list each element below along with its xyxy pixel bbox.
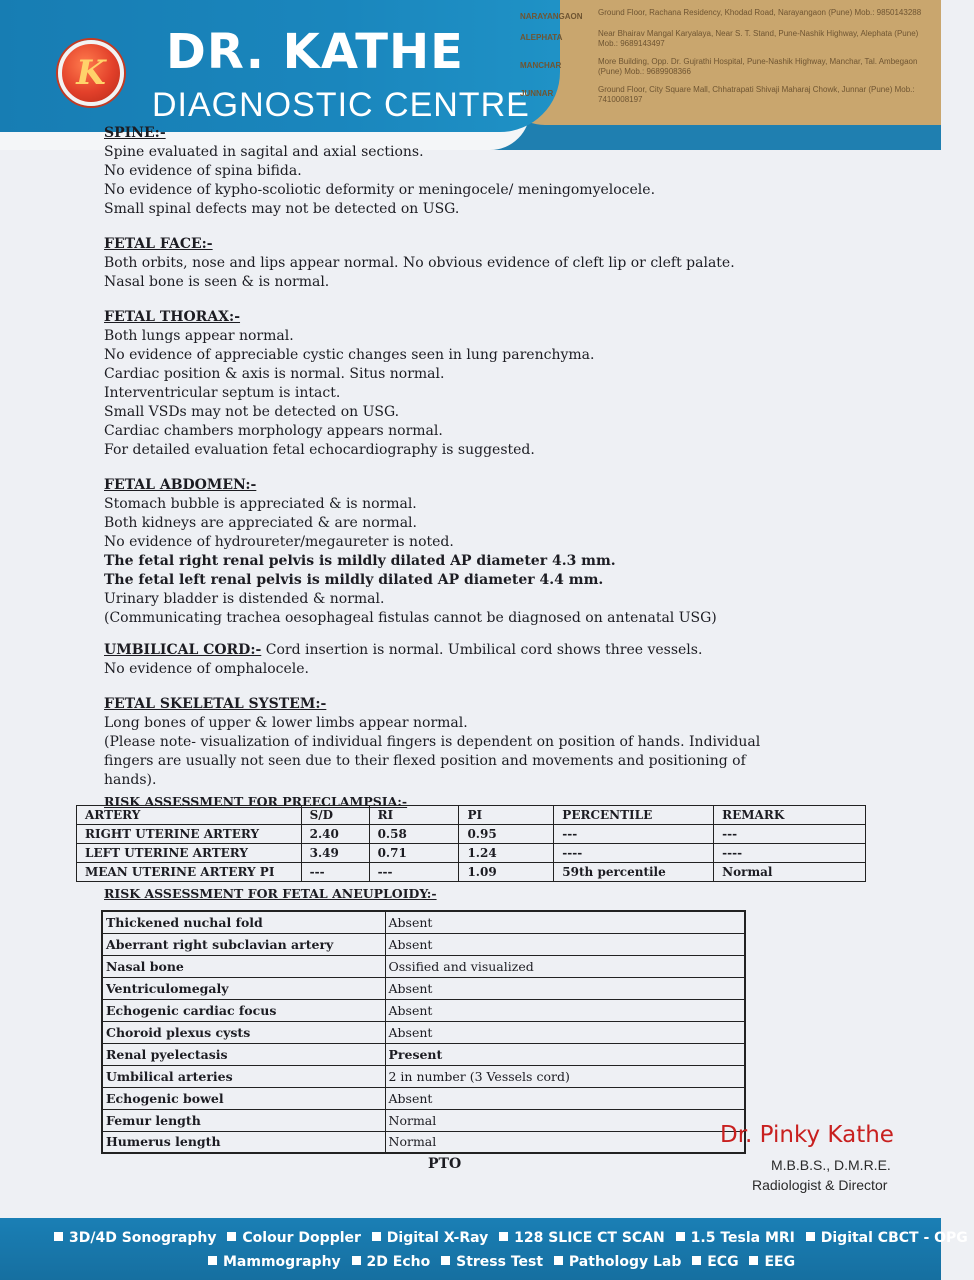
table-row: [102, 1131, 745, 1153]
table-header-cell: REMARK: [714, 806, 866, 825]
table-cell: ----: [554, 844, 714, 863]
section-fetal-thorax: [104, 308, 894, 460]
table-row: [102, 955, 745, 977]
service-item: [806, 1230, 968, 1246]
report-line: Interventricular septum is intact.: [104, 385, 341, 401]
table-cell: 59th percentile: [554, 863, 714, 882]
square-bullet-icon: [372, 1232, 381, 1241]
finding-line: The fetal right renal pelvis is mildly dilated AP diameter 4.3 mm.: [104, 553, 616, 569]
report-line: Cardiac position & axis is normal. Situs normal.: [104, 366, 445, 382]
report-line: Long bones of upper & lower limbs appear normal.: [104, 715, 468, 731]
table-cell: LEFT UTERINE ARTERY: [77, 844, 302, 863]
report-line: [104, 641, 894, 660]
marker-value: Absent: [385, 911, 745, 933]
report-line: Small spinal defects may not be detected on USG.: [104, 201, 460, 217]
marker-name: Aberrant right subclavian artery: [102, 933, 385, 955]
clinic-name: DR. KATHE: [166, 24, 464, 80]
square-bullet-icon: [499, 1232, 508, 1241]
square-bullet-icon: [54, 1232, 63, 1241]
service-label: 2D Echo: [366, 1254, 431, 1270]
table-header-cell: PI: [459, 806, 554, 825]
marker-name: Humerus length: [102, 1131, 385, 1153]
marker-name: Choroid plexus cysts: [102, 1021, 385, 1043]
marker-name: Ventriculomegaly: [102, 977, 385, 999]
report-line: Spine evaluated in sagital and axial sections.: [104, 144, 424, 160]
service-label: Stress Test: [456, 1254, 544, 1270]
table-cell: ---: [301, 863, 369, 882]
marker-name: Echogenic bowel: [102, 1087, 385, 1109]
report-line: (Communicating trachea oesophageal fistulas cannot be diagnosed on antenatal USG): [104, 610, 717, 626]
square-bullet-icon: [554, 1256, 563, 1265]
branch-item: [520, 57, 930, 77]
table-cell: 1.09: [459, 863, 554, 882]
table-cell: 0.71: [369, 844, 459, 863]
service-item: [749, 1254, 795, 1270]
table-cell: 0.58: [369, 825, 459, 844]
table-cell: RIGHT UTERINE ARTERY: [77, 825, 302, 844]
table-cell: 3.49: [301, 844, 369, 863]
finding-line: The fetal left renal pelvis is mildly dilated AP diameter 4.4 mm.: [104, 572, 604, 588]
cord-text: Cord insertion is normal. Umbilical cord shows three vessels.: [261, 642, 703, 658]
aneuploidy-title: RISK ASSESSMENT FOR FETAL ANEUPLOIDY:-: [104, 886, 437, 901]
table-header-cell: S/D: [301, 806, 369, 825]
table-row: [77, 863, 866, 882]
table-row: [102, 1043, 745, 1065]
marker-value: Absent: [385, 1021, 745, 1043]
clinic-subtitle: DIAGNOSTIC CENTRE: [152, 86, 530, 124]
table-row: [77, 844, 866, 863]
table-row: [102, 1087, 745, 1109]
branch-address: Near Bhairav Mangal Karyalaya, Near S. T. Stand, Pune-Nashik Highway, Alephata (Pune) Mob.: 9689143497: [598, 29, 919, 48]
report-line: No evidence of appreciable cystic changes seen in lung parenchyma.: [104, 347, 595, 363]
preeclampsia-table: [76, 805, 866, 882]
table-header-cell: ARTERY: [77, 806, 302, 825]
branch-name: ALEPHATA: [520, 33, 563, 42]
preeclampsia-title: RISK ASSESSMENT FOR PREECLAMPSIA:-: [104, 794, 408, 809]
doctor-role: Radiologist & Director: [752, 1177, 888, 1193]
report-line: Stomach bubble is appreciated & is normal.: [104, 496, 417, 512]
service-label: EEG: [764, 1254, 796, 1270]
logo-letter: K: [76, 53, 106, 93]
service-item: [54, 1230, 217, 1246]
table-header-cell: PERCENTILE: [554, 806, 714, 825]
marker-value: Absent: [385, 1087, 745, 1109]
service-item: [227, 1230, 361, 1246]
table-cell: 0.95: [459, 825, 554, 844]
marker-value: 2 in number (3 Vessels cord): [385, 1065, 745, 1087]
table-cell: ----: [714, 844, 866, 863]
table-row: [102, 977, 745, 999]
marker-name: Femur length: [102, 1109, 385, 1131]
service-label: Digital CBCT - OPG: [820, 1230, 968, 1246]
branch-address: Ground Floor, City Square Mall, Chhatrapati Shivaji Maharaj Chowk, Junnar (Pune) Mob.: 7410008197: [598, 85, 915, 104]
branch-name: JUNNAR: [520, 89, 554, 98]
service-item: [499, 1230, 665, 1246]
table-cell: ---: [554, 825, 714, 844]
aneuploidy-table: [101, 910, 746, 1154]
table-row: [102, 1021, 745, 1043]
table-cell: ---: [369, 863, 459, 882]
service-item: [208, 1254, 341, 1270]
marker-value: Present: [385, 1043, 745, 1065]
table-cell: ---: [714, 825, 866, 844]
report-line: No evidence of hydroureter/megaureter is noted.: [104, 534, 454, 550]
report-line: No evidence of spina bifida.: [104, 163, 302, 179]
service-item: [676, 1230, 795, 1246]
report-line: Both lungs appear normal.: [104, 328, 294, 344]
section-title: SPINE:-: [104, 125, 166, 141]
service-label: Colour Doppler: [242, 1230, 361, 1246]
marker-name: Echogenic cardiac focus: [102, 999, 385, 1021]
section-fetal-abdomen: [104, 476, 894, 628]
report-line: Both orbits, nose and lips appear normal. No obvious evidence of cleft lip or cleft palate.: [104, 255, 735, 271]
table-cell: Normal: [714, 863, 866, 882]
table-row: [102, 999, 745, 1021]
table-cell: 1.24: [459, 844, 554, 863]
service-item: [372, 1230, 488, 1246]
services-row: [54, 1230, 974, 1246]
branch-list: [520, 8, 930, 113]
report-line: No evidence of omphalocele.: [104, 661, 309, 677]
report-line: Urinary bladder is distended & normal.: [104, 591, 385, 607]
section-title: FETAL THORAX:-: [104, 309, 241, 325]
services-row: [208, 1254, 801, 1270]
clinic-logo-icon: [58, 40, 124, 106]
branch-item: [520, 29, 930, 49]
section-title: UMBILICAL CORD:-: [104, 642, 262, 658]
report-line: Small VSDs may not be detected on USG.: [104, 404, 400, 420]
page-turn-over-label: PTO: [428, 1156, 462, 1172]
table-row: [102, 1065, 745, 1087]
square-bullet-icon: [208, 1256, 217, 1265]
report-line: No evidence of kypho-scoliotic deformity or meningocele/ meningomyelocele.: [104, 182, 656, 198]
doctor-degrees: M.B.B.S., D.M.R.E.: [771, 1157, 891, 1173]
branch-name: NARAYANGAON: [520, 12, 583, 21]
doctor-name: Dr. Pinky Kathe: [720, 1122, 894, 1148]
table-cell: MEAN UTERINE ARTERY PI: [77, 863, 302, 882]
section-title: FETAL SKELETAL SYSTEM:-: [104, 696, 327, 712]
report-line: Nasal bone is seen & is normal.: [104, 274, 330, 290]
marker-name: Renal pyelectasis: [102, 1043, 385, 1065]
table-header-row: [77, 806, 866, 825]
table-row: [102, 933, 745, 955]
section-title: FETAL ABDOMEN:-: [104, 477, 257, 493]
service-label: 1.5 Tesla MRI: [690, 1230, 795, 1246]
section-skeletal-system: [104, 695, 894, 790]
square-bullet-icon: [227, 1232, 236, 1241]
service-item: [441, 1254, 543, 1270]
service-item: [352, 1254, 431, 1270]
section-title: FETAL FACE:-: [104, 236, 213, 252]
branch-item: [520, 85, 930, 105]
report-body: [104, 124, 894, 811]
marker-name: Nasal bone: [102, 955, 385, 977]
section-umbilical-cord: [104, 641, 894, 679]
report-line: Cardiac chambers morphology appears normal.: [104, 423, 443, 439]
marker-value: Absent: [385, 999, 745, 1021]
report-note: (Please note- visualization of individual fingers is dependent on position of hands. Individual fingers are usually not seen due to their flexed position and movements and positioning of hands).: [104, 734, 761, 788]
marker-name: Thickened nuchal fold: [102, 911, 385, 933]
marker-value: Ossified and visualized: [385, 955, 745, 977]
branch-item: [520, 8, 930, 21]
service-label: 3D/4D Sonography: [69, 1230, 217, 1246]
square-bullet-icon: [352, 1256, 361, 1265]
service-label: Digital X-Ray: [386, 1230, 489, 1246]
branch-name: MANCHAR: [520, 61, 562, 70]
report-line: For detailed evaluation fetal echocardiography is suggested.: [104, 442, 535, 458]
service-label: Mammography: [223, 1254, 341, 1270]
table-row: [102, 911, 745, 933]
table-header-cell: RI: [369, 806, 459, 825]
square-bullet-icon: [692, 1256, 701, 1265]
section-spine: [104, 124, 894, 219]
marker-value: Normal: [385, 1131, 745, 1153]
report-line: Both kidneys are appreciated & are normal.: [104, 515, 417, 531]
marker-value: Normal: [385, 1109, 745, 1131]
section-fetal-face: [104, 235, 894, 292]
service-label: Pathology Lab: [568, 1254, 682, 1270]
table-row: [77, 825, 866, 844]
marker-value: Absent: [385, 977, 745, 999]
service-item: [692, 1254, 738, 1270]
service-item: [554, 1254, 681, 1270]
marker-value: Absent: [385, 933, 745, 955]
service-label: 128 SLICE CT SCAN: [514, 1230, 665, 1246]
marker-name: Umbilical arteries: [102, 1065, 385, 1087]
branch-address: Ground Floor, Rachana Residency, Khodad Road, Narayangaon (Pune) Mob.: 9850143288: [598, 8, 922, 17]
table-row: [102, 1109, 745, 1131]
services-footer: [0, 1218, 968, 1280]
branch-address: More Building, Opp. Dr. Gujrathi Hospital, Pune-Nashik Highway, Manchar, Tal. Ambegaon (Pune) Mob.: 9689908366: [598, 57, 918, 76]
square-bullet-icon: [676, 1232, 685, 1241]
table-cell: 2.40: [301, 825, 369, 844]
square-bullet-icon: [806, 1232, 815, 1241]
square-bullet-icon: [749, 1256, 758, 1265]
square-bullet-icon: [441, 1256, 450, 1265]
service-label: ECG: [707, 1254, 739, 1270]
